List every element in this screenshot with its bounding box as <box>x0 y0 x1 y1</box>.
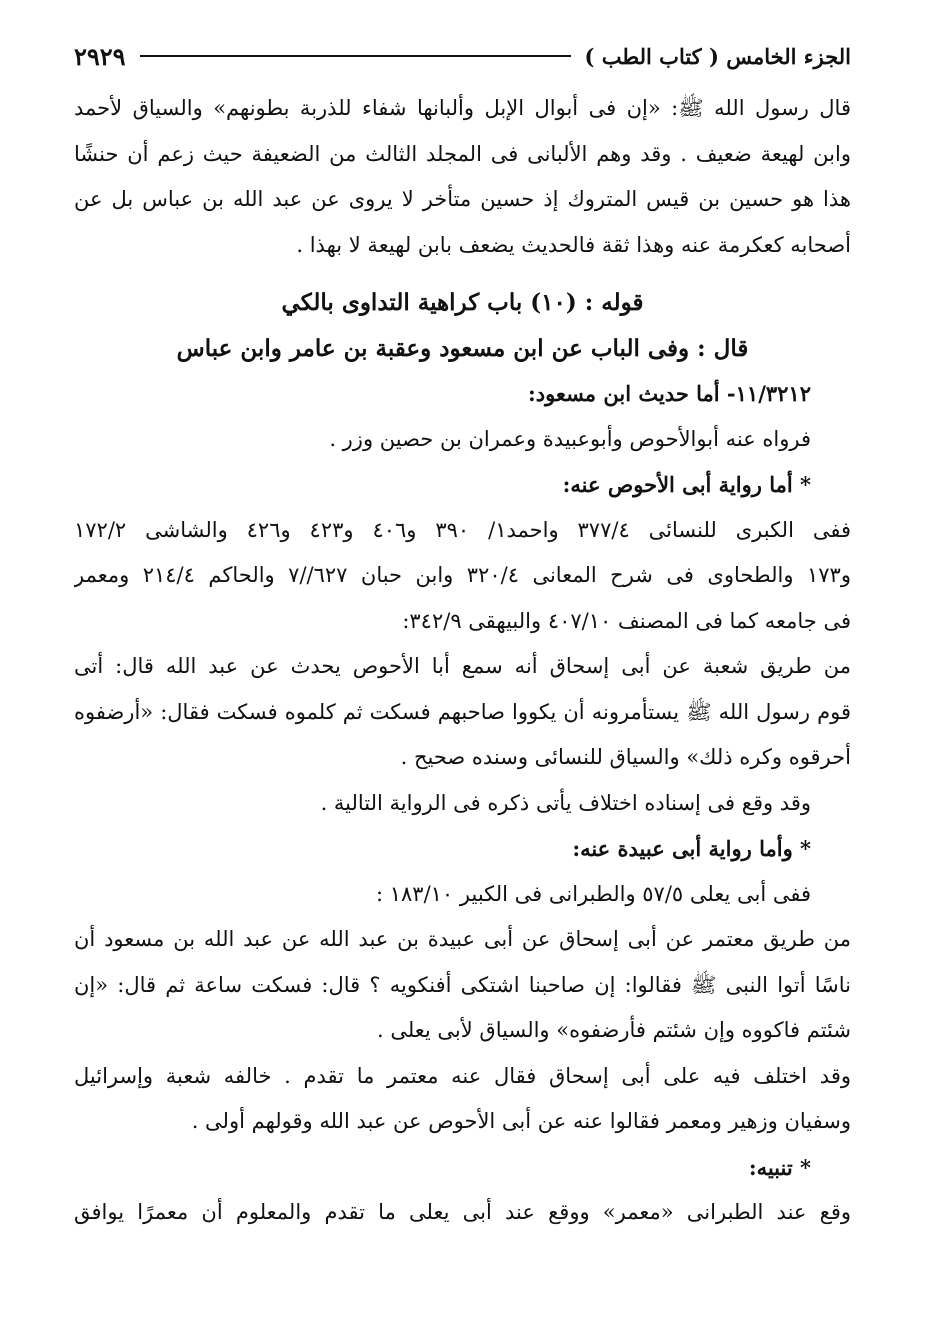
page-number: ٢٩٢٩ <box>74 41 126 71</box>
text-line: قوم رسول الله ﷺ يستأمرونه أن يكووا صاحبهم فسكت ثم كلموه فسكت فقال: «أرضفوه <box>74 699 851 724</box>
page-header <box>74 38 851 74</box>
text-line: ناسًا أتوا النبى ﷺ فقالوا: إن صاحبنا اشتكى أفنكويه ؟ قال: فسكت ساعة ثم قال: «إن <box>74 972 851 997</box>
text-line: أصحابه كعكرمة عنه وهذا ثقة فالحديث يضعف بابن لهيعة لا بهذا . <box>296 232 851 257</box>
hadith-heading: ١١/٣٢١٢- أما حديث ابن مسعود: <box>527 381 811 406</box>
spacer <box>74 268 851 280</box>
section-heading: * وأما رواية أبى عبيدة عنه: <box>572 836 811 861</box>
text-line: وسفيان وزهير ومعمر فقالوا عنه عن أبى الأحوص عن عبد الله وقولهم أولى . <box>191 1109 851 1133</box>
text-line: أحرقوه وكره ذلك» والسياق للنسائى وسنده صحيح . <box>400 745 851 769</box>
text-line: من طريق شعبة عن أبى إسحاق أنه سمع أبا الأحوص يحدث عن عبد الله قال: أتى <box>74 654 851 678</box>
text-line: هذا هو حسين بن قيس المتروك إذ حسين متأخر لا يروى عن عبد الله بن عباس بل عن <box>74 187 851 211</box>
text-line: ففى أبى يعلى ٥٧/٥ والطبرانى فى الكبير ١٨٣/١٠ : <box>375 881 811 906</box>
text-line: فى جامعه كما فى المصنف ٤٠٧/١٠ والبيهقى ٣٤٢/٩: <box>402 608 851 633</box>
header-rule <box>140 55 571 57</box>
text-line: فرواه عنه أبوالأحوص وأبوعبيدة وعمران بن حصين وزر . <box>329 426 811 451</box>
text-line: ففى الكبرى للنسائى ٣٧٧/٤ واحمد١/ ٣٩٠ و٤٠٦ و٤٢٣ و٤٢٦ والشاشى ١٧٢/٢ <box>74 517 851 542</box>
text-line: من طريق معتمر عن أبى إسحاق عن أبى عبيدة بن عبد الله عن عبد الله بن مسعود أن <box>74 927 851 951</box>
page-body <box>74 86 851 1236</box>
note-heading: * تنبيه: <box>748 1154 811 1180</box>
text-line: قال رسول الله ﷺ: «إن فى أبوال الإبل وألبانها شفاء للذربة بطونهم» والسياق لأحمد <box>74 96 851 120</box>
chapter-heading: قوله : (١٠) باب كراهية التداوى بالكي <box>281 289 644 316</box>
text-line: و١٧٣ والطحاوى فى شرح المعانى ٣٢٠/٤ وابن حبان ٦٢٧//٧ والحاكم ٢١٤/٤ ومعمر <box>74 563 851 587</box>
section-heading: * أما رواية أبى الأحوص عنه: <box>562 472 811 497</box>
chapter-subheading: قال : وفى الباب عن ابن مسعود وعقبة بن عامر وابن عباس <box>176 334 749 362</box>
text-line: وقد اختلف فيه على أبى إسحاق فقال عنه معتمر ما تقدم . خالفه شعبة وإسرائيل <box>74 1063 851 1088</box>
text-line: وقد وقع فى إسناده اختلاف يأتى ذكره فى الرواية التالية . <box>320 790 811 815</box>
running-title: الجزء الخامس ( كتاب الطب ) <box>584 43 851 69</box>
text-line: شئتم فاكووه وإن شئتم فأرضفوه» والسياق لأبى يعلى . <box>376 1018 851 1042</box>
text-line: وقع عند الطبرانى «معمر» ووقع عند أبى يعلى ما تقدم والمعلوم أن معمرًا يوافق <box>74 1200 851 1224</box>
text-line: وابن لهيعة ضعيف . وقد وهم الألبانى فى المجلد الثالث من الضعيفة حيث زعم أن حنشًا <box>74 141 851 166</box>
